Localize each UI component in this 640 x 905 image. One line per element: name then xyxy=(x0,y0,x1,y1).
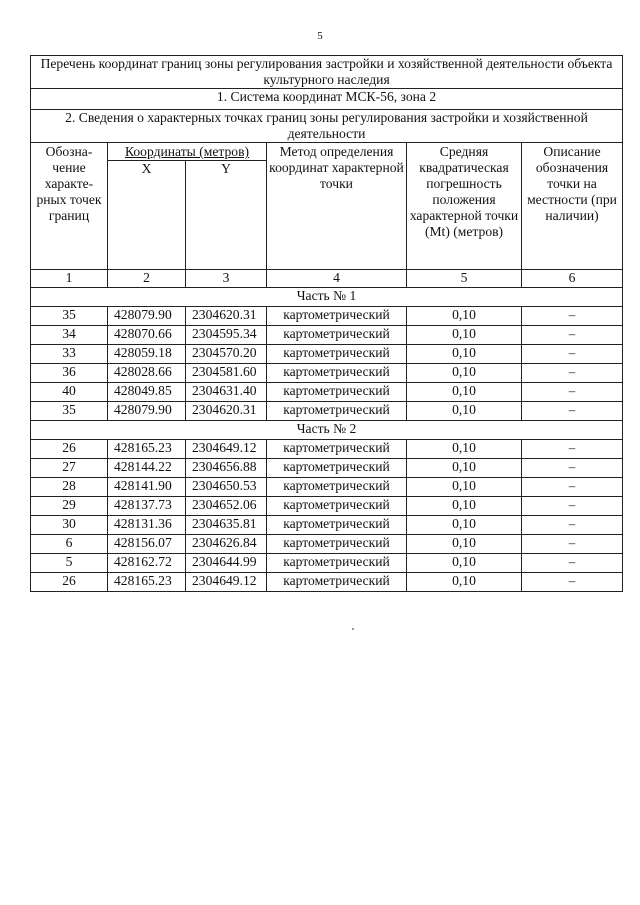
page-number: 5 xyxy=(317,30,323,42)
accuracy-cell: 0,10 xyxy=(407,554,522,573)
section-heading: 2. Сведения о характерных точках границ зоны регулирования застройки и хозяйственной деятельности xyxy=(31,110,623,143)
column-number: 4 xyxy=(267,270,407,288)
description-cell: – xyxy=(522,440,623,459)
accuracy-cell: 0,10 xyxy=(407,478,522,497)
x-coordinate-cell: 428070.66 xyxy=(108,326,186,345)
method-cell: картометрический xyxy=(267,345,407,364)
x-coordinate-cell: 428079.90 xyxy=(108,402,186,421)
column-number: 5 xyxy=(407,270,522,288)
y-coordinate-cell: 2304635.81 xyxy=(186,516,267,535)
y-coordinate-cell: 2304620.31 xyxy=(186,402,267,421)
description-cell: – xyxy=(522,535,623,554)
method-cell: картометрический xyxy=(267,383,407,402)
column-number: 6 xyxy=(522,270,623,288)
method-cell: картометрический xyxy=(267,459,407,478)
table-title: Перечень координат границ зоны регулирования застройки и хозяйственной деятельности объекта культурного наследия xyxy=(31,56,623,89)
table-row xyxy=(31,554,623,573)
header-coordinates-label: Координаты (метров) xyxy=(124,144,250,159)
description-cell: – xyxy=(522,573,623,592)
header-description: Описание обозначения точки на местности (при наличии) xyxy=(522,143,623,270)
point-id-cell: 29 xyxy=(31,497,108,516)
method-cell: картометрический xyxy=(267,516,407,535)
accuracy-cell: 0,10 xyxy=(407,440,522,459)
method-cell: картометрический xyxy=(267,402,407,421)
accuracy-cell: 0,10 xyxy=(407,383,522,402)
x-coordinate-cell: 428137.73 xyxy=(108,497,186,516)
y-coordinate-cell: 2304570.20 xyxy=(186,345,267,364)
x-coordinate-cell: 428049.85 xyxy=(108,383,186,402)
y-coordinate-cell: 2304649.12 xyxy=(186,573,267,592)
point-id-cell: 34 xyxy=(31,326,108,345)
point-id-cell: 30 xyxy=(31,516,108,535)
column-number: 2 xyxy=(108,270,186,288)
header-accuracy: Средняя квадратическая погрешность положения характерной точки (Mt) (метров) xyxy=(407,143,522,270)
y-coordinate-cell: 2304581.60 xyxy=(186,364,267,383)
description-cell: – xyxy=(522,307,623,326)
x-coordinate-cell: 428144.22 xyxy=(108,459,186,478)
table-row xyxy=(31,478,623,497)
table-row xyxy=(31,364,623,383)
description-cell: – xyxy=(522,364,623,383)
coordinates-table xyxy=(30,55,623,592)
method-cell: картометрический xyxy=(267,554,407,573)
accuracy-cell: 0,10 xyxy=(407,307,522,326)
accuracy-cell: 0,10 xyxy=(407,535,522,554)
table-row xyxy=(31,326,623,345)
x-coordinate-cell: 428156.07 xyxy=(108,535,186,554)
table-row xyxy=(31,516,623,535)
point-id-cell: 26 xyxy=(31,573,108,592)
method-cell: картометрический xyxy=(267,326,407,345)
description-cell: – xyxy=(522,516,623,535)
part-heading: Часть № 1 xyxy=(31,288,623,307)
point-id-cell: 6 xyxy=(31,535,108,554)
point-id-cell: 35 xyxy=(31,402,108,421)
header-method: Метод определения координат характерной точки xyxy=(267,143,407,270)
y-coordinate-cell: 2304652.06 xyxy=(186,497,267,516)
x-coordinate-cell: 428059.18 xyxy=(108,345,186,364)
x-coordinate-cell: 428165.23 xyxy=(108,573,186,592)
y-coordinate-cell: 2304620.31 xyxy=(186,307,267,326)
point-id-cell: 28 xyxy=(31,478,108,497)
method-cell: картометрический xyxy=(267,440,407,459)
table-row xyxy=(31,345,623,364)
coordinate-system: 1. Система координат МСК-56, зона 2 xyxy=(31,89,623,110)
x-coordinate-cell: 428141.90 xyxy=(108,478,186,497)
description-cell: – xyxy=(522,345,623,364)
method-cell: картометрический xyxy=(267,307,407,326)
x-coordinate-cell: 428079.90 xyxy=(108,307,186,326)
column-number: 1 xyxy=(31,270,108,288)
table-row xyxy=(31,459,623,478)
part-heading: Часть № 2 xyxy=(31,421,623,440)
x-coordinate-cell: 428162.72 xyxy=(108,554,186,573)
header-y: Y xyxy=(186,161,267,270)
method-cell: картометрический xyxy=(267,535,407,554)
description-cell: – xyxy=(522,478,623,497)
table-row xyxy=(31,535,623,554)
point-id-cell: 5 xyxy=(31,554,108,573)
accuracy-cell: 0,10 xyxy=(407,326,522,345)
accuracy-cell: 0,10 xyxy=(407,497,522,516)
scan-speck xyxy=(352,628,354,630)
table-row xyxy=(31,307,623,326)
description-cell: – xyxy=(522,383,623,402)
method-cell: картометрический xyxy=(267,573,407,592)
description-cell: – xyxy=(522,497,623,516)
y-coordinate-cell: 2304626.84 xyxy=(186,535,267,554)
table-row xyxy=(31,497,623,516)
description-cell: – xyxy=(522,459,623,478)
point-id-cell: 36 xyxy=(31,364,108,383)
point-id-cell: 27 xyxy=(31,459,108,478)
column-number: 3 xyxy=(186,270,267,288)
x-coordinate-cell: 428165.23 xyxy=(108,440,186,459)
accuracy-cell: 0,10 xyxy=(407,364,522,383)
y-coordinate-cell: 2304631.40 xyxy=(186,383,267,402)
header-x: X xyxy=(108,161,186,270)
accuracy-cell: 0,10 xyxy=(407,459,522,478)
point-id-cell: 35 xyxy=(31,307,108,326)
header-coordinates xyxy=(108,143,267,161)
table-row xyxy=(31,383,623,402)
method-cell: картометрический xyxy=(267,497,407,516)
header-point-designation: Обозна- чение характе- рных точек границ xyxy=(31,143,108,270)
description-cell: – xyxy=(522,326,623,345)
accuracy-cell: 0,10 xyxy=(407,345,522,364)
x-coordinate-cell: 428028.66 xyxy=(108,364,186,383)
description-cell: – xyxy=(522,402,623,421)
y-coordinate-cell: 2304649.12 xyxy=(186,440,267,459)
point-id-cell: 26 xyxy=(31,440,108,459)
y-coordinate-cell: 2304650.53 xyxy=(186,478,267,497)
point-id-cell: 33 xyxy=(31,345,108,364)
y-coordinate-cell: 2304656.88 xyxy=(186,459,267,478)
description-cell: – xyxy=(522,554,623,573)
table-row xyxy=(31,573,623,592)
accuracy-cell: 0,10 xyxy=(407,516,522,535)
table-row xyxy=(31,402,623,421)
method-cell: картометрический xyxy=(267,478,407,497)
y-coordinate-cell: 2304644.99 xyxy=(186,554,267,573)
point-id-cell: 40 xyxy=(31,383,108,402)
accuracy-cell: 0,10 xyxy=(407,573,522,592)
accuracy-cell: 0,10 xyxy=(407,402,522,421)
x-coordinate-cell: 428131.36 xyxy=(108,516,186,535)
y-coordinate-cell: 2304595.34 xyxy=(186,326,267,345)
method-cell: картометрический xyxy=(267,364,407,383)
table-row xyxy=(31,440,623,459)
